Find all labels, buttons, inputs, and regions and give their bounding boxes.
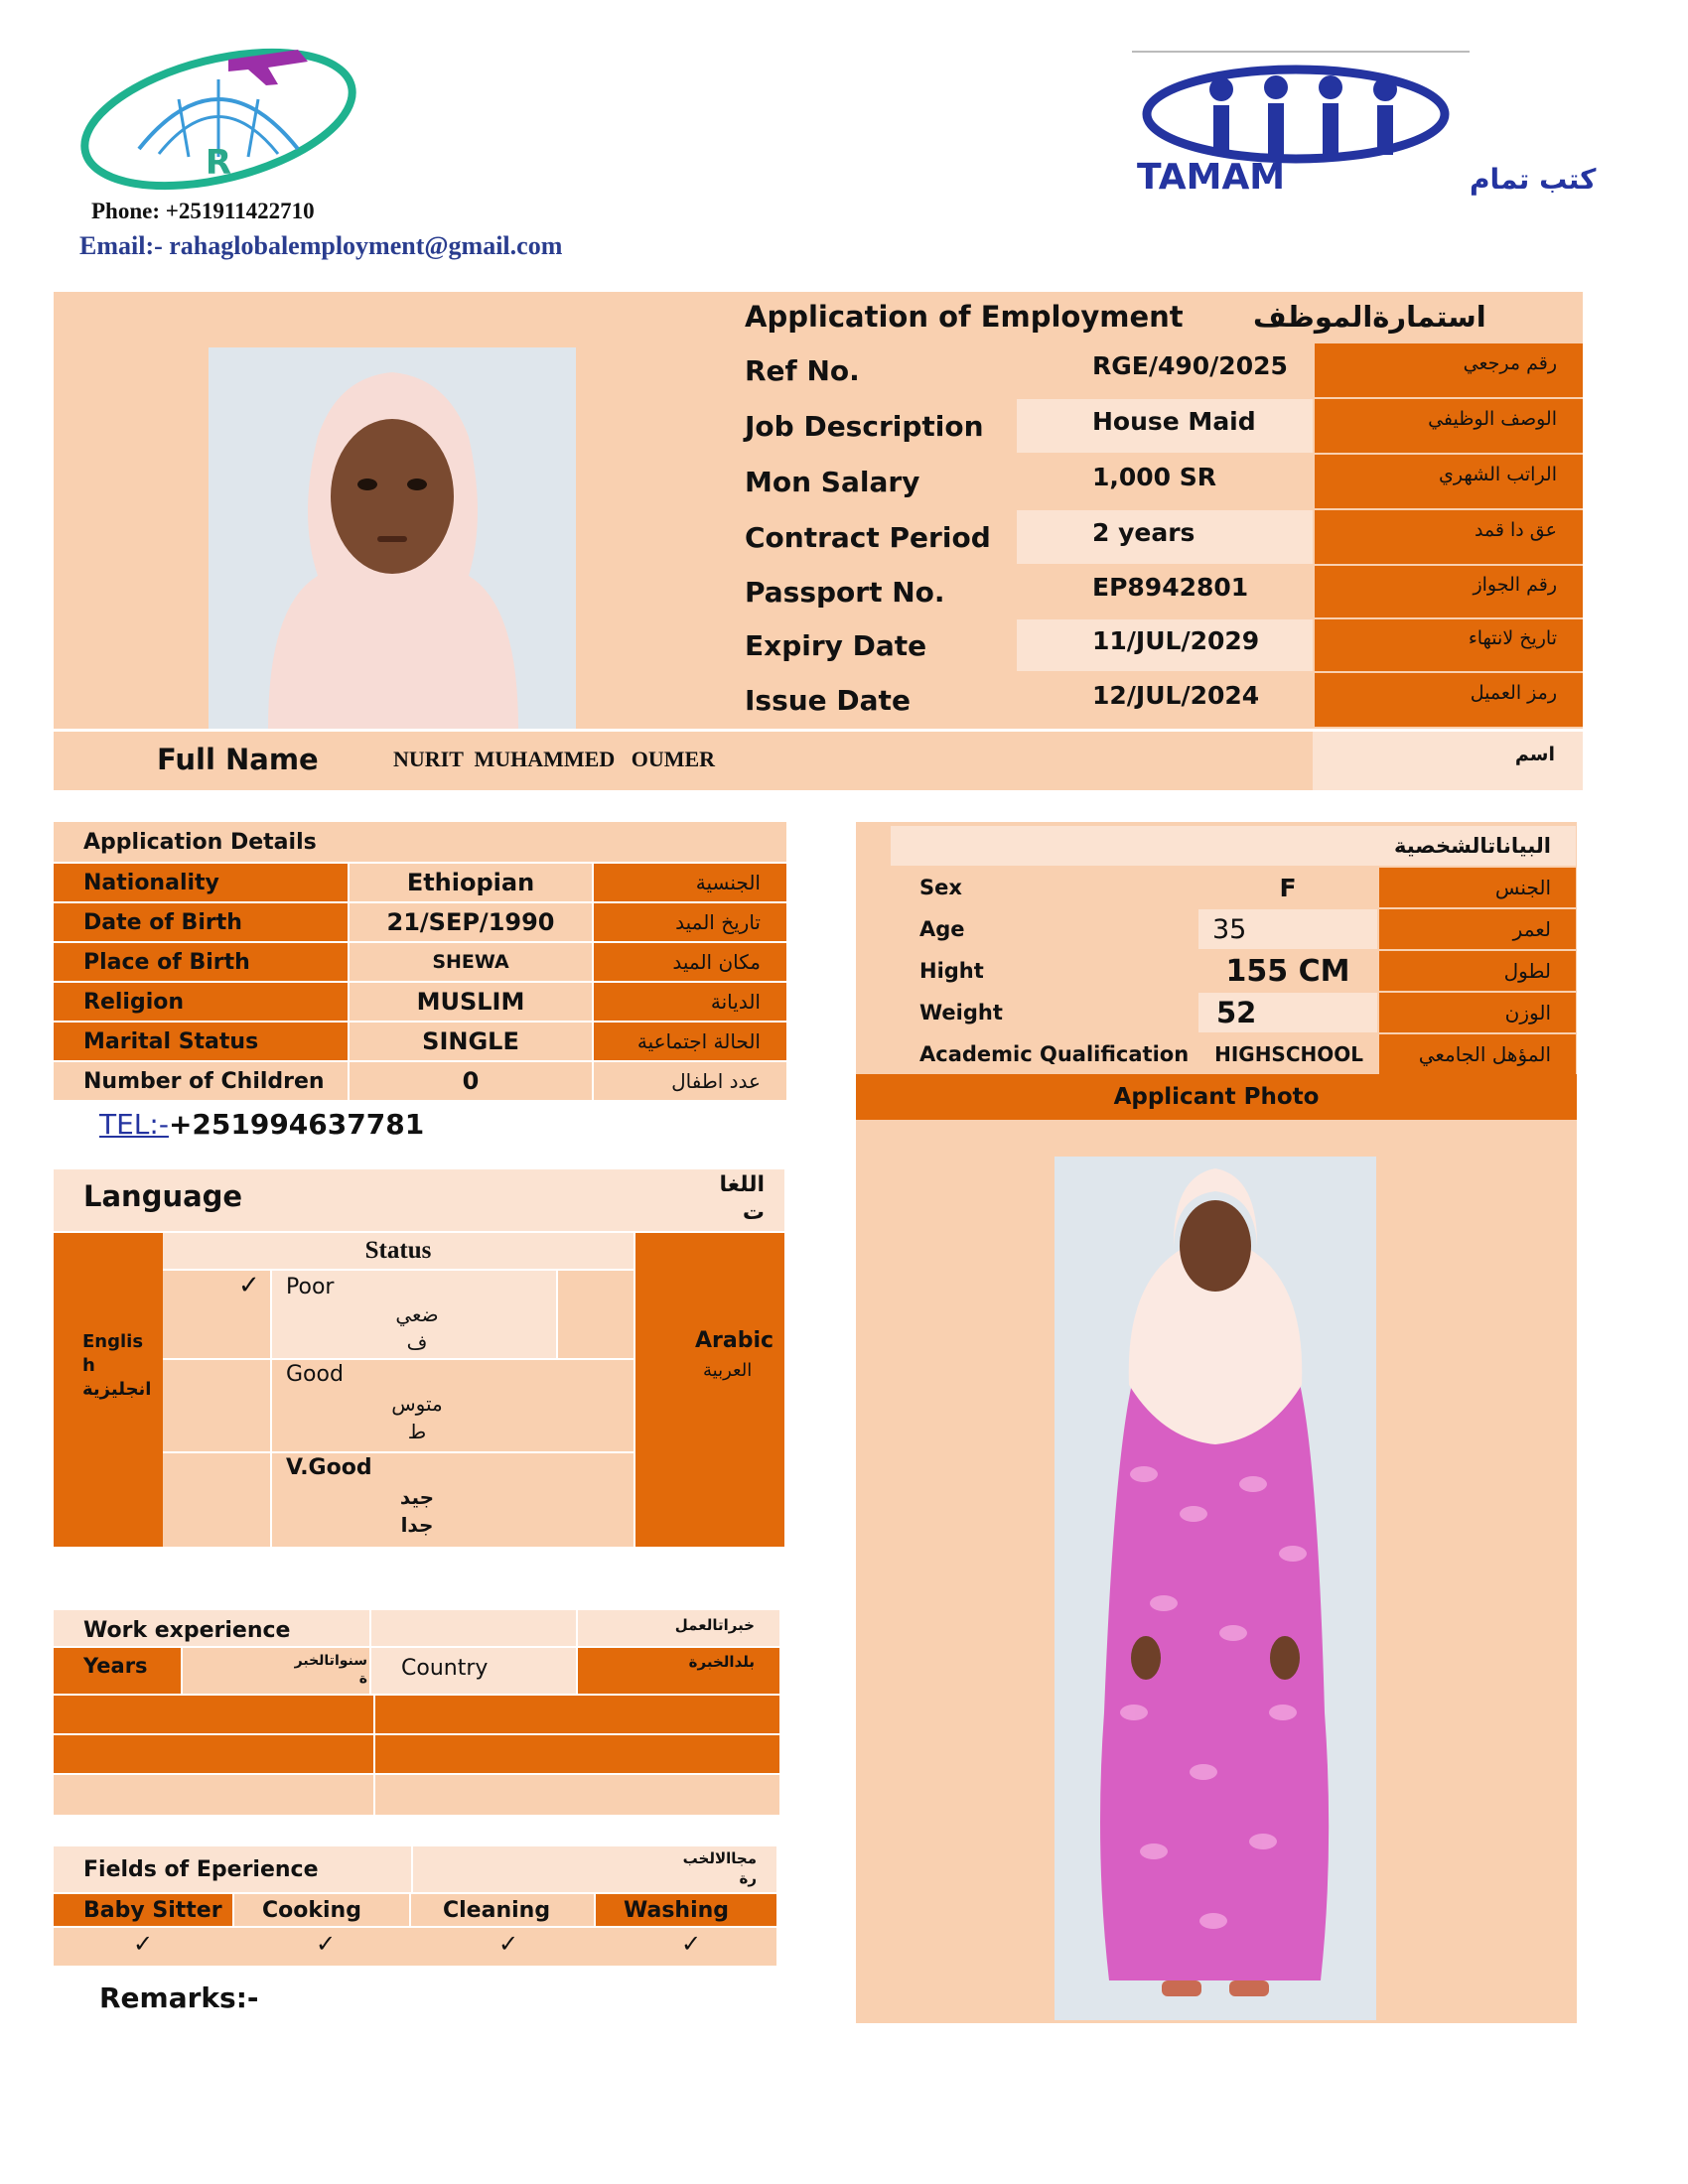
level-good-ar — [387, 1390, 447, 1445]
level-vgood-ar-1: جيد — [399, 1485, 435, 1509]
level-vgood-ar-2: جدا — [400, 1513, 434, 1537]
english-label-1: Englis — [82, 1331, 144, 1352]
personal-weight-value: 52 — [1216, 996, 1257, 1029]
language-title-ar — [685, 1171, 765, 1227]
remarks-label: Remarks:- — [99, 1981, 259, 2014]
poor-check-icon: ✓ — [238, 1271, 260, 1300]
app-row-issue-date-value: 12/JUL/2024 — [1092, 680, 1260, 710]
work-title-ar: خبراتالعمل — [674, 1616, 755, 1634]
status-title: Status — [364, 1237, 432, 1264]
app-row-contract-period-ar: عق دا قمد — [1474, 519, 1557, 541]
field-washing: Washing — [624, 1897, 730, 1923]
lang-line-2 — [163, 1451, 633, 1453]
tamam-logo-arabic: كتب تمام — [1470, 163, 1597, 196]
work-row-2-col-1 — [54, 1735, 373, 1773]
level-poor-en: Poor — [286, 1275, 335, 1299]
personal-sex-ar: الجنس — [1494, 876, 1551, 899]
app-row-ref-no-label: Ref No. — [745, 353, 860, 387]
arabic-label-ar: العربية — [703, 1360, 753, 1381]
detail-religion-ar: الديانة — [710, 990, 761, 1014]
app-row-contract-period-label: Contract Period — [745, 520, 991, 554]
application-title: Application of Employment — [745, 300, 1184, 334]
personal-sex-value: F — [1279, 873, 1297, 902]
application-title-ar: استمارةالموظف — [1253, 300, 1486, 334]
tel-line — [99, 1108, 424, 1141]
tel-value: +251994637781 — [168, 1108, 425, 1141]
status-col-check — [163, 1271, 270, 1547]
level-vgood-en: V.Good — [286, 1455, 372, 1480]
header-email: Email:- rahaglobalemployment@gmail.com — [79, 231, 563, 260]
level-poor — [286, 1275, 334, 1299]
app-row-job-description-label: Job Description — [745, 409, 984, 443]
detail-date-of-birth-ar: تاريخ الميد — [675, 910, 761, 934]
personal-academic-qualification-label: Academic Qualification — [919, 1042, 1190, 1066]
fields-title-ar — [682, 1848, 757, 1888]
language-title-ar-1: اللغا — [719, 1172, 765, 1197]
years-label-ar-2: ة — [358, 1671, 367, 1687]
years-label-ar — [278, 1652, 367, 1688]
app-row-issue-date-label: Issue Date — [745, 683, 911, 717]
detail-marital-status-label: Marital Status — [83, 1028, 259, 1054]
arabic-cell — [635, 1233, 784, 1547]
personal-age-value: 35 — [1212, 913, 1247, 945]
fields-title: Fields of Eperience — [83, 1856, 319, 1882]
detail-place-of-birth-value: SHEWA — [432, 951, 509, 973]
years-label-ar-1: سنواتالخبر — [294, 1653, 367, 1669]
personal-title-ar: البياناتالشخصية — [1393, 834, 1551, 858]
app-row-passport-no-label: Passport No. — [745, 575, 945, 609]
app-row-ref-no-ar: رقم مرجعي — [1463, 352, 1557, 374]
detail-place-of-birth-label: Place of Birth — [83, 949, 250, 975]
washing-check-icon: ✓ — [681, 1930, 702, 1958]
personal-hight-label: Hight — [919, 959, 984, 983]
arabic-label: Arabic — [695, 1328, 774, 1353]
level-good-ar-2: ط — [407, 1420, 427, 1443]
detail-marital-status-ar: الحالة اجتماعية — [636, 1029, 761, 1053]
fields-title-ar-2: رة — [739, 1869, 757, 1887]
detail-number-of-children-value: 0 — [462, 1067, 480, 1095]
full-name-value: NURIT MUHAMMED OUMER — [393, 747, 716, 771]
detail-date-of-birth-label: Date of Birth — [83, 909, 242, 935]
level-poor-blank — [558, 1271, 633, 1358]
detail-nationality-label: Nationality — [83, 870, 219, 895]
tel-label: TEL:- — [99, 1108, 169, 1141]
work-row-3-col-2 — [375, 1775, 779, 1815]
tamam-logo-text: TAMAM — [1137, 157, 1286, 198]
detail-religion-value: MUSLIM — [416, 988, 525, 1016]
app-row-expiry-date-label: Expiry Date — [745, 628, 927, 662]
personal-sex-label: Sex — [919, 876, 962, 899]
personal-weight-ar: الوزن — [1504, 1001, 1551, 1024]
level-good-ar-1: متوس — [391, 1392, 443, 1416]
detail-date-of-birth-value: 21/SEP/1990 — [386, 908, 555, 936]
language-title: Language — [83, 1179, 243, 1213]
english-label-2: h — [82, 1355, 95, 1376]
field-baby-sitter: Baby Sitter — [83, 1897, 222, 1923]
passport-photo — [209, 347, 576, 729]
english-label-ar: انجليزية — [82, 1379, 152, 1400]
fields-header-div — [411, 1846, 413, 1892]
app-row-job-description-ar: الوصف الوظيفي — [1428, 408, 1557, 430]
tamam-logo — [1132, 50, 1597, 199]
detail-religion-label: Religion — [83, 989, 185, 1015]
detail-place-of-birth-ar: مكان الميد — [672, 950, 761, 974]
detail-number-of-children-ar: عدد اطفال — [671, 1069, 761, 1093]
country-label: Country — [401, 1655, 489, 1681]
app-row-passport-no-value: EP8942801 — [1092, 572, 1249, 602]
level-poor-ar — [387, 1300, 447, 1356]
app-row-expiry-date-value: 11/JUL/2029 — [1092, 625, 1260, 655]
personal-hight-value: 155 CM — [1225, 953, 1350, 989]
detail-nationality-value: Ethiopian — [406, 869, 535, 896]
level-poor-ar-2: ف — [406, 1330, 428, 1354]
field-cleaning: Cleaning — [443, 1897, 551, 1923]
applicant-photo — [1055, 1157, 1376, 2020]
country-label-ar: بلدالخبرة — [688, 1653, 755, 1671]
level-vgood-ar — [387, 1483, 447, 1539]
baby-sitter-check-icon: ✓ — [133, 1930, 154, 1958]
detail-number-of-children-label: Number of Children — [83, 1068, 325, 1094]
raha-logo — [70, 40, 367, 199]
personal-age-ar: لعمر — [1512, 917, 1551, 941]
details-title: Application Details — [83, 829, 317, 855]
cooking-check-icon: ✓ — [316, 1930, 337, 1958]
personal-academic-qualification-value: HIGHSCHOOL — [1214, 1042, 1363, 1066]
header-phone: Phone: +251911422710 — [91, 199, 315, 223]
app-row-ref-no-value: RGE/490/2025 — [1092, 350, 1288, 380]
work-row-3-col-1 — [54, 1775, 373, 1815]
work-header-div-1 — [369, 1610, 371, 1646]
work-row-1-col-1 — [54, 1696, 373, 1733]
app-row-expiry-date-ar: تاريخ لانتهاء — [1468, 627, 1557, 649]
raha-logo-letter: R — [205, 143, 232, 183]
work-header-div-2 — [576, 1610, 578, 1646]
work-row-1-col-2 — [375, 1696, 779, 1733]
app-row-contract-period-value: 2 years — [1092, 517, 1196, 547]
fields-title-ar-1: مجاالالخب — [682, 1849, 757, 1867]
field-cooking: Cooking — [262, 1897, 361, 1923]
cleaning-check-icon: ✓ — [498, 1930, 519, 1958]
level-good-en: Good — [286, 1362, 344, 1387]
full-name-ar: اسم — [1514, 744, 1555, 765]
app-row-issue-date-ar: رمز العميل — [1470, 682, 1557, 704]
work-title: Work experience — [83, 1617, 291, 1643]
app-row-passport-no-ar: رقم الجواز — [1473, 574, 1557, 596]
fields-check-row — [54, 1928, 776, 1966]
app-row-mon-salary-value: 1,000 SR — [1092, 462, 1217, 491]
applicant-photo-label: Applicant Photo — [1113, 1084, 1320, 1110]
personal-age-label: Age — [919, 917, 965, 941]
lang-line-1 — [163, 1358, 633, 1360]
app-row-mon-salary-label: Mon Salary — [745, 465, 920, 498]
level-poor-ar-1: ضعي — [395, 1302, 439, 1326]
years-label: Years — [83, 1654, 148, 1678]
personal-hight-ar: لطول — [1503, 959, 1551, 983]
app-row-job-description-value: House Maid — [1092, 406, 1256, 436]
app-row-mon-salary-ar: الراتب الشهري — [1439, 464, 1557, 485]
full-name-label: Full Name — [157, 743, 319, 776]
language-title-ar-2: ت — [742, 1200, 765, 1225]
english-label — [82, 1330, 151, 1402]
personal-academic-qualification-ar: المؤهل الجامعي — [1418, 1042, 1551, 1066]
work-row-2-col-2 — [375, 1735, 779, 1773]
detail-nationality-ar: الجنسية — [695, 871, 761, 894]
personal-weight-label: Weight — [919, 1001, 1003, 1024]
detail-marital-status-value: SINGLE — [422, 1027, 519, 1055]
